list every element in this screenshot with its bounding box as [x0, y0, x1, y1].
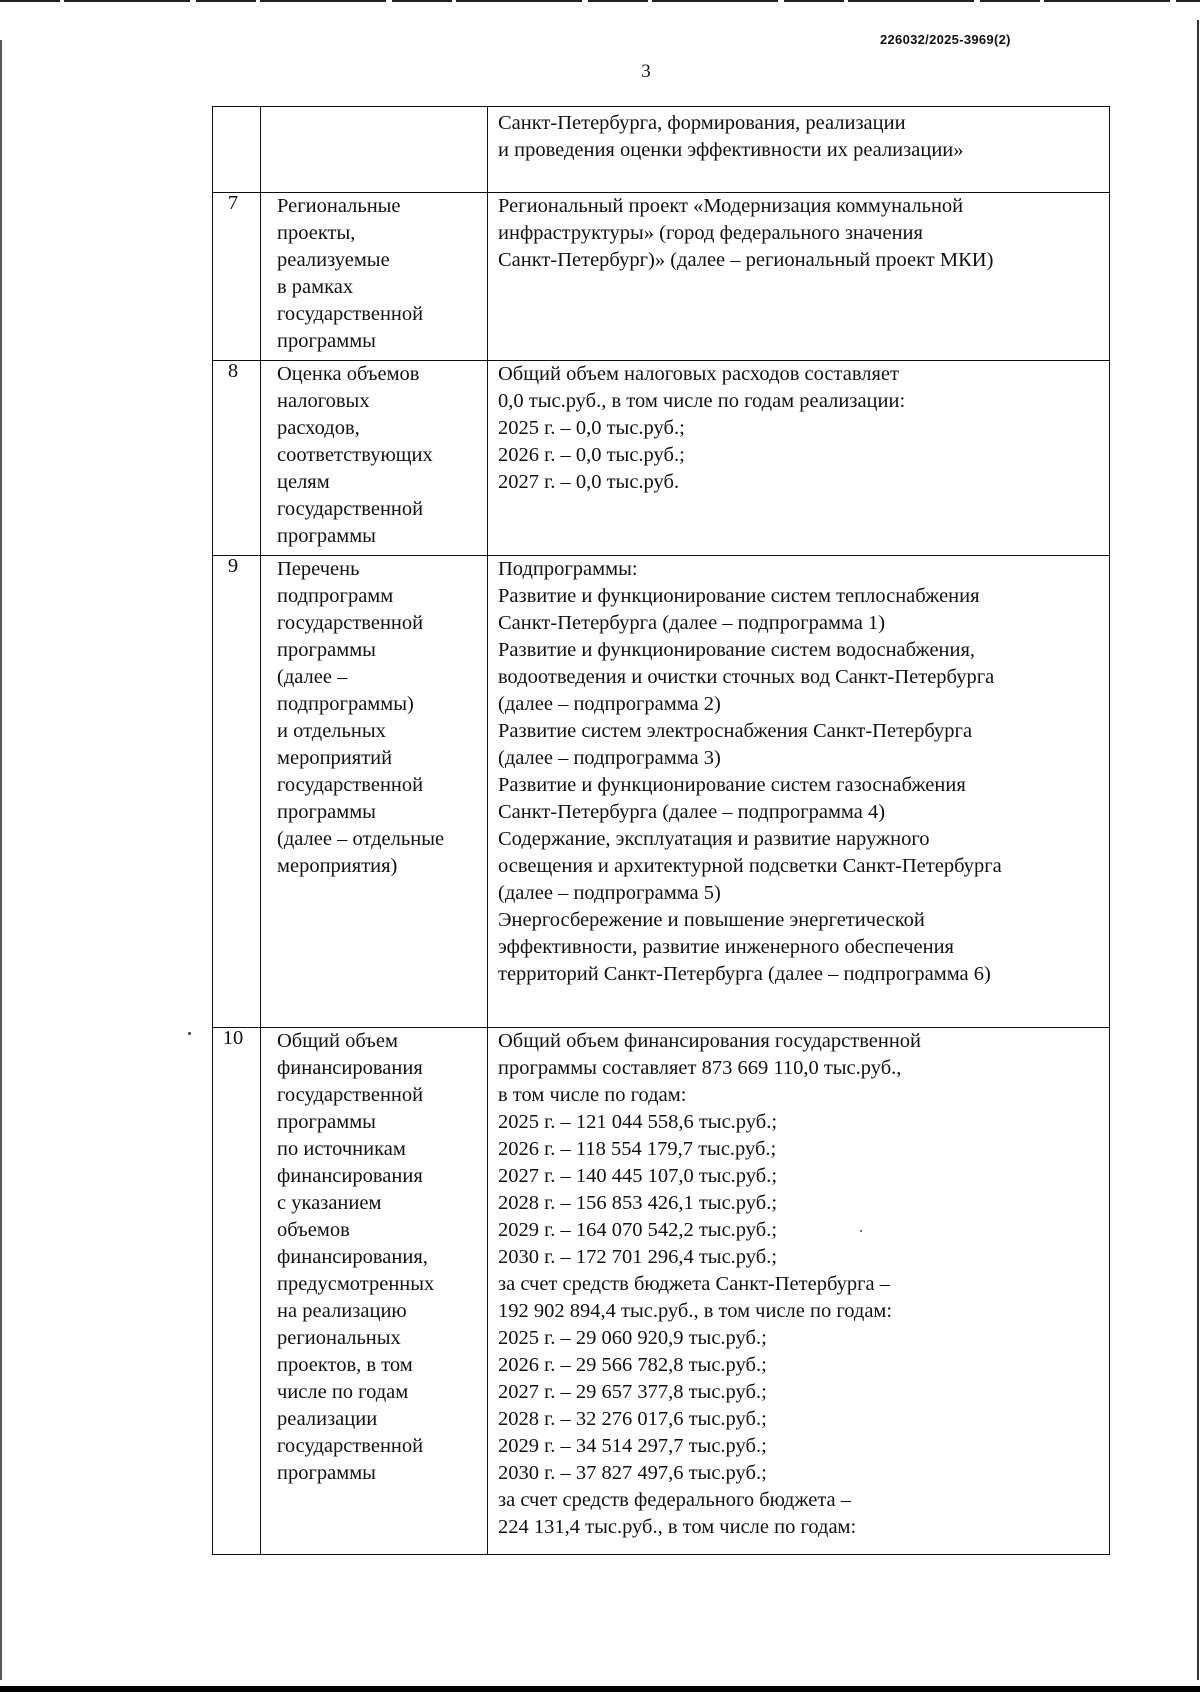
text-line: (далее – подпрограмма 3): [498, 747, 721, 769]
scan-edge-right: [1197, 20, 1199, 1680]
text-line: Перечень: [277, 558, 360, 580]
text-line: программы составляет 873 669 110,0 тыс.руб.,: [498, 1057, 902, 1079]
text-line: 192 902 894,4 тыс.руб., в том числе по годам:: [498, 1300, 893, 1322]
row-content: [498, 361, 905, 496]
text-line: и отдельных: [277, 720, 386, 742]
text-line: государственной: [277, 303, 424, 325]
text-line: Энергосбережение и повышение энергетической: [498, 909, 925, 931]
text-line: реализуемые: [277, 249, 390, 271]
text-line: 2028 г. – 156 853 426,1 тыс.руб.;: [498, 1192, 778, 1214]
text-line: 2027 г. – 0,0 тыс.руб.: [498, 471, 680, 493]
row-content: [498, 556, 1002, 988]
text-line: программы: [277, 801, 376, 823]
text-line: за счет средств бюджета Санкт-Петербурга –: [498, 1273, 890, 1295]
text-line: территорий Санкт-Петербурга (далее – подпрограмма 6): [498, 963, 991, 985]
scan-edge-bottom: [0, 1686, 1200, 1692]
text-line: 2028 г. – 32 276 017,6 тыс.руб.;: [498, 1408, 767, 1430]
column-divider: [260, 107, 261, 1554]
row-label: [277, 193, 423, 355]
text-line: Санкт-Петербурга, формирования, реализации: [498, 112, 906, 134]
text-line: 2027 г. – 29 657 377,8 тыс.руб.;: [498, 1381, 767, 1403]
row-number: 7: [227, 192, 239, 214]
text-line: 224 131,4 тыс.руб., в том числе по годам:: [498, 1516, 857, 1538]
text-line: Развитие и функционирование систем газоснабжения: [498, 774, 966, 796]
text-line: с указанием: [277, 1192, 382, 1214]
text-line: в рамках: [277, 276, 354, 298]
text-line: 0,0 тыс.руб., в том числе по годам реализации:: [498, 390, 906, 412]
text-line: на реализацию: [277, 1300, 407, 1322]
text-line: водоотведения и очистки сточных вод Санкт-Петербурга: [498, 666, 995, 688]
text-line: расходов,: [277, 417, 360, 439]
text-line: подпрограммы): [277, 693, 414, 715]
text-line: освещения и архитектурной подсветки Санкт-Петербурга: [498, 855, 1002, 877]
page-number: 3: [641, 61, 651, 82]
text-line: Санкт-Петербурга (далее – подпрограмма 4): [498, 801, 886, 823]
text-line: Санкт-Петербург)» (далее – региональный проект МКИ): [498, 249, 994, 271]
row-number: 8: [227, 360, 239, 382]
text-line: государственной: [277, 498, 424, 520]
row-label: [277, 556, 444, 880]
text-line: Подпрограммы:: [498, 558, 638, 580]
text-line: и проведения оценки эффективности их реализации»: [498, 139, 964, 161]
text-line: Развитие и функционирование систем теплоснабжения: [498, 585, 980, 607]
text-line: Региональный проект «Модернизация коммунальной: [498, 195, 964, 217]
text-line: Развитие систем электроснабжения Санкт-Петербурга: [498, 720, 973, 742]
text-line: государственной: [277, 1435, 424, 1457]
scan-speck: [188, 1032, 191, 1035]
text-line: Общий объем налоговых расходов составляет: [498, 363, 899, 385]
text-line: государственной: [277, 612, 424, 634]
text-line: (далее – подпрограмма 5): [498, 882, 721, 904]
text-line: государственной: [277, 774, 424, 796]
text-line: (далее – отдельные: [277, 828, 445, 850]
row-label: [277, 1028, 434, 1487]
column-divider: [487, 107, 488, 1554]
row-label: [277, 361, 433, 550]
text-line: программы: [277, 1462, 376, 1484]
text-line: 2030 г. – 172 701 296,4 тыс.руб.;: [498, 1246, 778, 1268]
text-line: Содержание, эксплуатация и развитие наружного: [498, 828, 930, 850]
text-line: по источникам: [277, 1138, 406, 1160]
text-line: Общий объем финансирования государственной: [498, 1030, 922, 1052]
text-line: инфраструктуры» (город федерального значения: [498, 222, 923, 244]
text-line: мероприятия): [277, 855, 398, 877]
text-line: (далее – подпрограмма 2): [498, 693, 721, 715]
row-number: 10: [222, 1027, 244, 1049]
text-line: 2025 г. – 29 060 920,9 тыс.руб.;: [498, 1327, 767, 1349]
text-line: соответствующих: [277, 444, 433, 466]
text-line: реализации: [277, 1408, 378, 1430]
row-content: [498, 193, 993, 274]
text-line: числе по годам: [277, 1381, 409, 1403]
text-line: 2026 г. – 29 566 782,8 тыс.руб.;: [498, 1354, 767, 1376]
text-line: (далее –: [277, 666, 348, 688]
text-line: Региональные: [277, 195, 401, 217]
text-line: финансирования,: [277, 1246, 428, 1268]
text-line: Санкт-Петербурга (далее – подпрограмма 1): [498, 612, 886, 634]
text-line: государственной: [277, 1084, 424, 1106]
text-line: 2029 г. – 164 070 542,2 тыс.руб.;: [498, 1219, 778, 1241]
text-line: подпрограмм: [277, 585, 394, 607]
text-line: финансирования: [277, 1165, 423, 1187]
text-line: программы: [277, 525, 376, 547]
text-line: предусмотренных: [277, 1273, 435, 1295]
row-number: 9: [227, 555, 239, 577]
row-content: [498, 1028, 921, 1541]
text-line: программы: [277, 1111, 376, 1133]
text-line: региональных: [277, 1327, 401, 1349]
continued-cell-text: [498, 110, 964, 164]
text-line: проектов, в том: [277, 1354, 413, 1376]
text-line: 2027 г. – 140 445 107,0 тыс.руб.;: [498, 1165, 778, 1187]
text-line: за счет средств федерального бюджета –: [498, 1489, 852, 1511]
text-line: финансирования: [277, 1057, 423, 1079]
text-line: Оценка объемов: [277, 363, 420, 385]
scan-edge-top: [0, 0, 1200, 2]
text-line: проекты,: [277, 222, 356, 244]
text-line: 2025 г. – 0,0 тыс.руб.;: [498, 417, 685, 439]
passport-table: [212, 106, 1110, 1555]
text-line: 2030 г. – 37 827 497,6 тыс.руб.;: [498, 1462, 767, 1484]
text-line: 2026 г. – 0,0 тыс.руб.;: [498, 444, 685, 466]
text-line: 2025 г. – 121 044 558,6 тыс.руб.;: [498, 1111, 778, 1133]
text-line: Общий объем: [277, 1030, 398, 1052]
text-line: 2026 г. – 118 554 179,7 тыс.руб.;: [498, 1138, 777, 1160]
document-number: 226032/2025-3969(2): [880, 32, 1011, 47]
text-line: объемов: [277, 1219, 350, 1241]
scan-edge-left: [0, 40, 2, 1680]
text-line: целям: [277, 471, 330, 493]
text-line: в том числе по годам:: [498, 1084, 687, 1106]
text-line: мероприятий: [277, 747, 393, 769]
text-line: Развитие и функционирование систем водоснабжения,: [498, 639, 976, 661]
text-line: эффективности, развитие инженерного обеспечения: [498, 936, 954, 958]
text-line: 2029 г. – 34 514 297,7 тыс.руб.;: [498, 1435, 767, 1457]
text-line: налоговых: [277, 390, 370, 412]
text-line: программы: [277, 639, 376, 661]
text-line: программы: [277, 330, 376, 352]
